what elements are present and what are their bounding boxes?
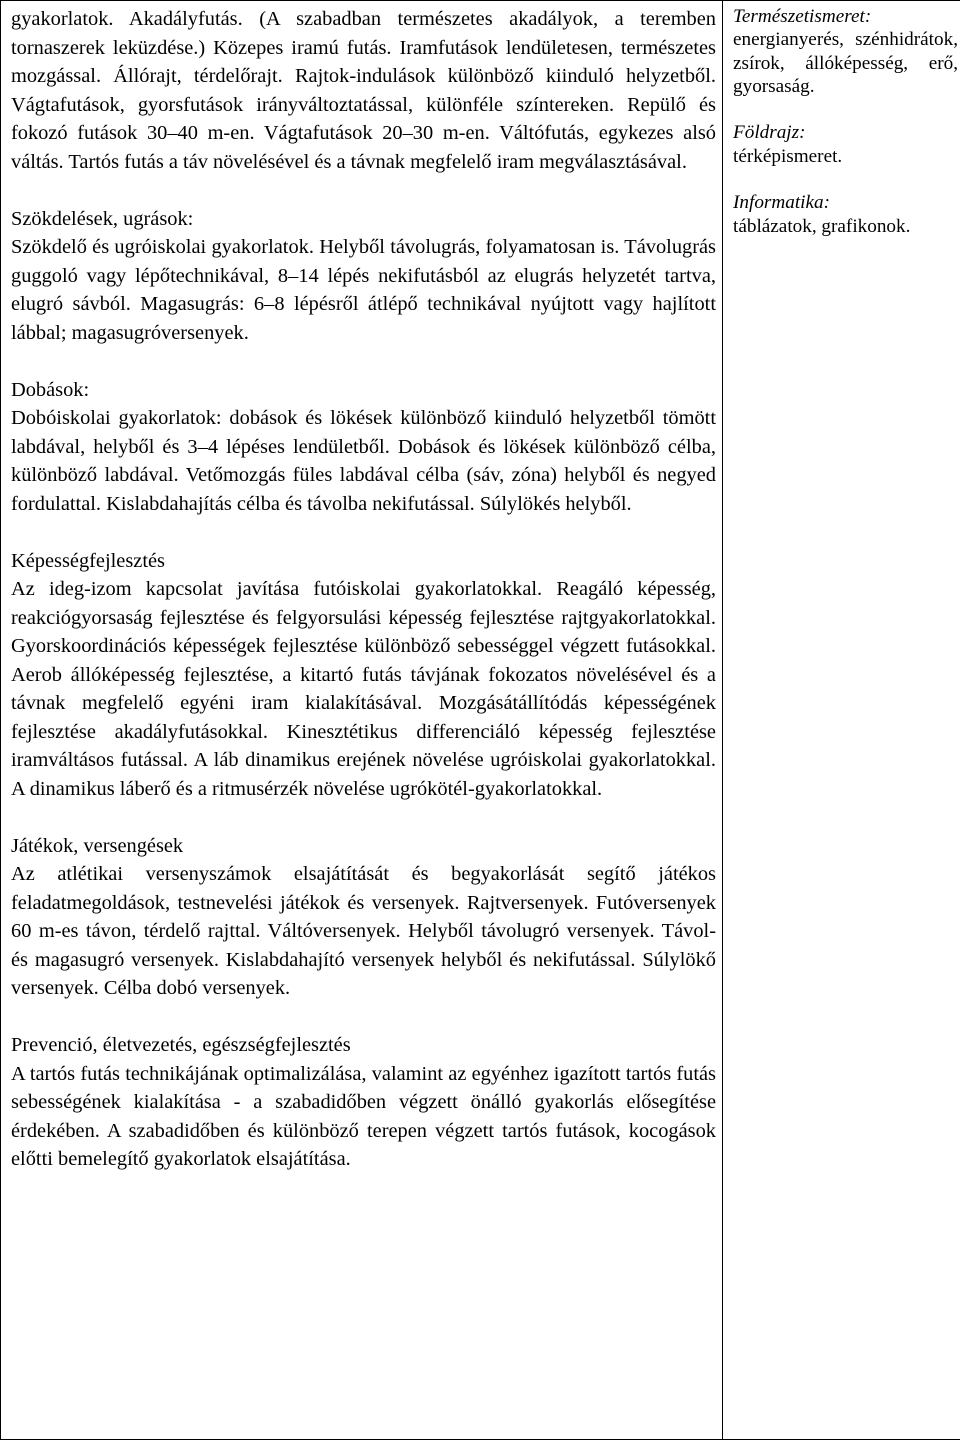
connection-label: Informatika: bbox=[733, 192, 830, 214]
connection-label: Természetismeret: bbox=[733, 6, 872, 27]
connection-text: energianyerés, szénhidrátok, zsírok, állóképesség, erő, gyorsaság. bbox=[733, 29, 958, 97]
connection-text: térképismeret. bbox=[733, 145, 843, 167]
section-text: Dobóiskolai gyakorlatok: dobások és lökések különböző kiinduló helyzetből tömött labdával, helyből és 3–4 lépéses lendületből. Dobások és lökések különböző célba, különböző labdával. Vetőmozgás füles labdával célba (sáv, zóna) helyből és negyed fordulattal. Kislabdahajítás célba és távolba nekifutással. Súlylökés helyből. bbox=[11, 407, 716, 515]
section-text: Az ideg-izom kapcsolat javítása futóiskolai gyakorlatokkal. Reagáló képesség, reakciógyorsaság fejlesztése és felgyorsulási képesség fejlesztése rajtgyakorlatokkal. Gyorskoordinációs képességek fejlesztése különböző sebességgel végzett futásokkal. Aerob állóképesség fejlesztése, a kitartó futás távjának fokozatos növelésével és a távnak megfelelő egyéni iram kialakításával. Mozgásátállítódás képességének fejlesztése akadályfutásokkal. Kinesztétikus differenciáló képesség fejlesztése iramváltásos futással. A láb dinamikus erejének növelése ugróiskolai gyakorlatokkal. A dinamikus láberő és a ritmusérzék növelése ugrókötél-gyakorlatokkal. bbox=[11, 578, 716, 800]
section-heading: Szökdelések, ugrások: bbox=[11, 207, 194, 230]
section-throws bbox=[11, 376, 716, 519]
section-prevention bbox=[11, 1031, 716, 1174]
section-text: A tartós futás technikájának optimalizálása, valamint az egyénhez igazított tartós futás sebességének kialakítása - a szabadidőben végzett önálló gyakorlás elősegítése érdekében. A szabadidőben és különböző terepen végzett tartós futások, kocogások előtti bemelegítő gyakorlatok elsajátítása. bbox=[11, 1062, 716, 1170]
section-skill-development bbox=[11, 547, 716, 804]
content-column bbox=[1, 1, 723, 1440]
section-heading: Képességfejlesztés bbox=[11, 549, 165, 572]
connection-label: Földrajz: bbox=[733, 122, 806, 144]
section-jumps bbox=[11, 205, 716, 348]
connection-text: táblázatok, grafikonok. bbox=[733, 215, 911, 237]
connection-geography bbox=[733, 121, 958, 168]
section-heading: Dobások: bbox=[11, 378, 90, 401]
section-heading: Játékok, versengések bbox=[11, 834, 184, 857]
section-text: Az atlétikai versenyszámok elsajátítását és begyakorlását segítő játékos feladatmegoldások, testnevelési játékok és versenyek. Rajtversenyek. Futóversenyek 60 m-es távon, térdelő rajttal. Váltóversenyek. Helyből távolugró versenyek. Távol- és magasugró versenyek. Kislabdahajító versenyek helyből és nekifutással. Súlylökő versenyek. Célba dobó versenyek. bbox=[11, 863, 716, 999]
section-heading: Prevenció, életvezetés, egészségfejlesztés bbox=[11, 1034, 351, 1056]
connection-informatics bbox=[733, 191, 958, 238]
section-text: Szökdelő és ugróiskolai gyakorlatok. Helyből távolugrás, folyamatosan is. Távolugrás guggoló vagy lépőtechnikával, 8–14 lépés nekifutásból az elugrás helyzetét tartva, elugró sávból. Magasugrás: 6–8 lépésről átlépő technikával nyújtott vagy hajlított lábbal; magasugróversenyek. bbox=[11, 236, 716, 344]
section-games bbox=[11, 832, 716, 1003]
intro-paragraph: gyakorlatok. Akadályfutás. (A szabadban természetes akadályok, a teremben tornaszerek leküzdése.) Közepes iramú futás. Iramfutások lendületesen, természetes mozgással. Állórajt, térdelőrajt. Rajtok-indulások különböző kiinduló helyzetből. Vágtafutások, gyorsfutások irányváltoztatással, különféle színtereken. Repülő és fokozó futások 30–40 m-en. Vágtafutások 20–30 m-en. Váltófutás, egykezes alsó váltás. Tartós futás a táv növelésével és a távnak megfelelő iram megválasztásával. bbox=[11, 8, 716, 173]
connection-science bbox=[733, 5, 958, 98]
connections-column bbox=[723, 1, 960, 1440]
